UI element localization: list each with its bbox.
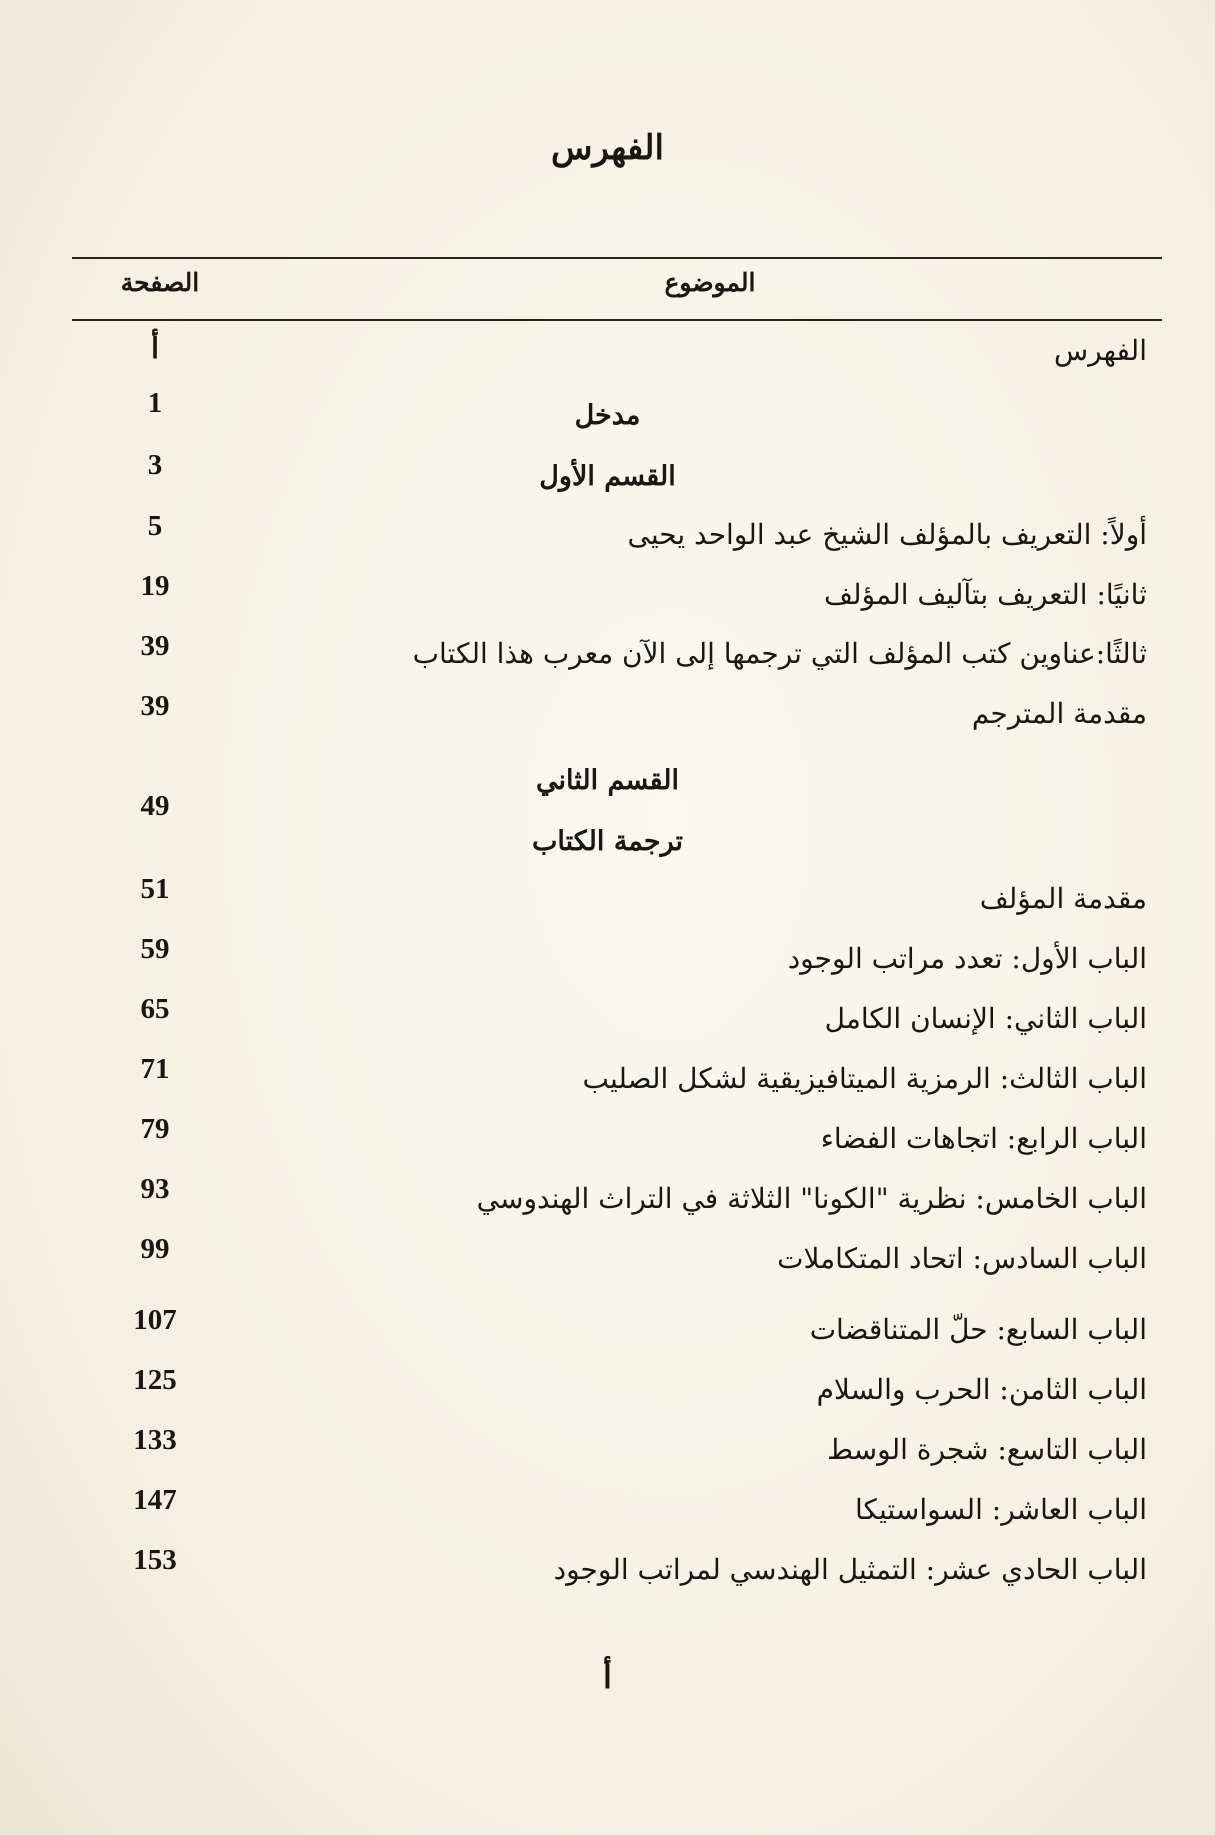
toc-section-heading: القسم الأول [539, 461, 676, 492]
toc-entry-text: الباب الحادي عشر: التمثيل الهندسي لمراتب الوجود [553, 1553, 1147, 1586]
toc-entry-page: 65 [140, 993, 170, 1025]
toc-entry-text: الباب الثاني: الإنسان الكامل [824, 1002, 1147, 1035]
toc-section-heading: القسم الثاني [536, 765, 679, 796]
header-top-rule [72, 257, 1162, 259]
toc-entry-page: 1 [147, 387, 163, 419]
toc-entry-page: 147 [133, 1484, 177, 1516]
toc-entry-page: 71 [140, 1053, 170, 1085]
toc-entry-text: الباب الرابع: اتجاهات الفضاء [820, 1122, 1147, 1155]
toc-entry-page: 51 [140, 873, 170, 905]
toc-entry-text: الباب الثامن: الحرب والسلام [816, 1373, 1147, 1406]
toc-entry-page: 39 [140, 630, 170, 662]
toc-entry-text: ثالثًا:عناوين كتب المؤلف التي ترجمها إلى الآن معرب هذا الكتاب [412, 637, 1147, 670]
toc-entry-page: 3 [147, 449, 163, 481]
toc-entry-text: الفهرس [1053, 334, 1147, 367]
toc-entry-page: 93 [140, 1173, 170, 1205]
footer-page-number: أ [603, 1658, 612, 1696]
toc-entry-page: 79 [140, 1113, 170, 1145]
toc-entry-page: 19 [140, 570, 170, 602]
toc-entry-page: أ [150, 333, 160, 365]
page-title: الفهرس [551, 128, 664, 168]
toc-entry-text: مقدمة المؤلف [979, 882, 1147, 915]
toc-entry-text: مقدمة المترجم [971, 697, 1147, 730]
toc-entry-page: 59 [140, 933, 170, 965]
toc-entry-text: الباب الخامس: نظرية "الكونا" الثلاثة في التراث الهندوسي [476, 1182, 1147, 1215]
toc-entry-page: 5 [147, 510, 163, 542]
toc-entry-text: الباب السابع: حلّ المتناقضات [809, 1313, 1147, 1346]
toc-entry-text: أولاً: التعريف بالمؤلف الشيخ عبد الواحد يحيى [627, 518, 1147, 551]
toc-entry-text: ثانيًا: التعريف بتآليف المؤلف [824, 578, 1147, 611]
toc-entry-text: الباب التاسع: شجرة الوسط [827, 1433, 1147, 1466]
toc-entry-text: الباب العاشر: السواستيكا [854, 1493, 1147, 1526]
toc-entry-page: 49 [140, 790, 170, 822]
toc-entry-text: الباب السادس: اتحاد المتكاملات [777, 1242, 1147, 1275]
toc-section-heading: ترجمة الكتاب [531, 826, 684, 857]
toc-entry-page: 133 [133, 1424, 177, 1456]
toc-entry-text: الباب الثالث: الرمزية الميتافيزيقية لشكل الصليب [582, 1062, 1147, 1095]
column-header-subject: الموضوع [664, 268, 756, 297]
toc-entry-page: 125 [133, 1364, 177, 1396]
toc-entry-page: 107 [133, 1304, 177, 1336]
toc-entry-page: 99 [140, 1233, 170, 1265]
toc-entry-page: 153 [133, 1544, 177, 1576]
column-header-page: الصفحة [120, 268, 200, 297]
header-bottom-rule [72, 319, 1162, 321]
toc-entry-text: الباب الأول: تعدد مراتب الوجود [787, 942, 1147, 975]
toc-entry-page: 39 [140, 690, 170, 722]
toc-section-heading: مدخل [574, 400, 641, 431]
